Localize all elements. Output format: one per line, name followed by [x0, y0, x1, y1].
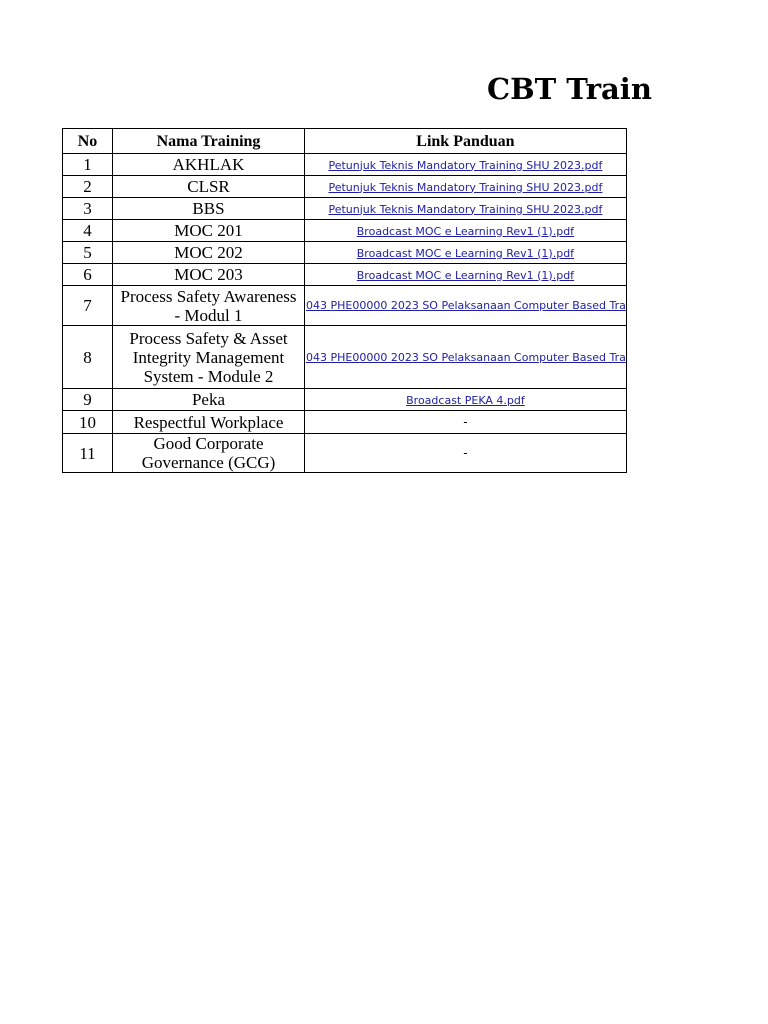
column-header-nama-training: Nama Training: [113, 129, 305, 154]
training-name: MOC 202: [113, 242, 305, 264]
table-row: [63, 176, 627, 198]
row-number: 6: [63, 264, 113, 286]
training-name: MOC 201: [113, 220, 305, 242]
row-number: 3: [63, 198, 113, 220]
row-number: 4: [63, 220, 113, 242]
training-name-line: Integrity Management: [132, 347, 285, 367]
table-header-row: [63, 129, 627, 154]
link-cell: [305, 154, 627, 176]
training-name: [113, 434, 305, 473]
row-number: 5: [63, 242, 113, 264]
table-row: [63, 220, 627, 242]
training-name: Respectful Workplace: [113, 411, 305, 434]
row-number: 1: [63, 154, 113, 176]
guide-link[interactable]: Broadcast MOC e Learning Rev1 (1).pdf: [356, 224, 575, 238]
training-name-line: - Modul 1: [174, 305, 243, 325]
row-number: 9: [63, 389, 113, 411]
training-name-line: Governance (GCG): [141, 453, 276, 472]
table-row: [63, 286, 627, 326]
link-cell: [305, 434, 627, 473]
table-row: [63, 242, 627, 264]
link-cell: [305, 198, 627, 220]
column-header-link-panduan: Link Panduan: [305, 129, 627, 154]
guide-link[interactable]: 043 PHE00000 2023 SO Pelaksanaan Computer Based Tra: [306, 350, 626, 364]
row-number: 8: [63, 326, 113, 389]
page-title: CBT Train: [487, 72, 652, 106]
row-number: 2: [63, 176, 113, 198]
training-name-line: Process Safety & Asset: [129, 328, 288, 348]
table-row: [63, 389, 627, 411]
table-row: [63, 154, 627, 176]
training-name: MOC 203: [113, 264, 305, 286]
table-row: [63, 198, 627, 220]
training-name-line: Good Corporate: [153, 434, 264, 453]
guide-link[interactable]: 043 PHE00000 2023 SO Pelaksanaan Computer Based Tra: [306, 299, 626, 312]
link-cell: [305, 389, 627, 411]
no-link-dash: -: [463, 415, 468, 429]
row-number: 7: [63, 286, 113, 326]
table-row: [63, 264, 627, 286]
training-name: BBS: [113, 198, 305, 220]
training-name: [113, 286, 305, 326]
row-number: 10: [63, 411, 113, 434]
link-cell: [305, 286, 627, 326]
training-name: [113, 326, 305, 389]
link-cell: [305, 326, 627, 389]
link-cell: [305, 176, 627, 198]
training-name: AKHLAK: [113, 154, 305, 176]
training-name: Peka: [113, 389, 305, 411]
guide-link[interactable]: Broadcast MOC e Learning Rev1 (1).pdf: [356, 246, 575, 260]
guide-link[interactable]: Broadcast MOC e Learning Rev1 (1).pdf: [356, 268, 575, 282]
training-name: CLSR: [113, 176, 305, 198]
link-cell: [305, 220, 627, 242]
training-name-line: System - Module 2: [143, 366, 274, 386]
column-header-no: No: [63, 129, 113, 154]
link-cell: [305, 242, 627, 264]
training-name-line: Process Safety Awareness: [120, 286, 297, 306]
table-row: [63, 326, 627, 389]
training-table: [62, 128, 627, 473]
guide-link[interactable]: Petunjuk Teknis Mandatory Training SHU 2023.pdf: [328, 202, 603, 216]
guide-link[interactable]: Petunjuk Teknis Mandatory Training SHU 2023.pdf: [328, 158, 603, 172]
no-link-dash: -: [463, 446, 468, 460]
link-cell: [305, 411, 627, 434]
guide-link[interactable]: Broadcast PEKA 4.pdf: [406, 393, 525, 407]
table-row: [63, 434, 627, 473]
table-row: [63, 411, 627, 434]
link-cell: [305, 264, 627, 286]
guide-link[interactable]: Petunjuk Teknis Mandatory Training SHU 2023.pdf: [328, 180, 603, 194]
row-number: 11: [63, 434, 113, 473]
